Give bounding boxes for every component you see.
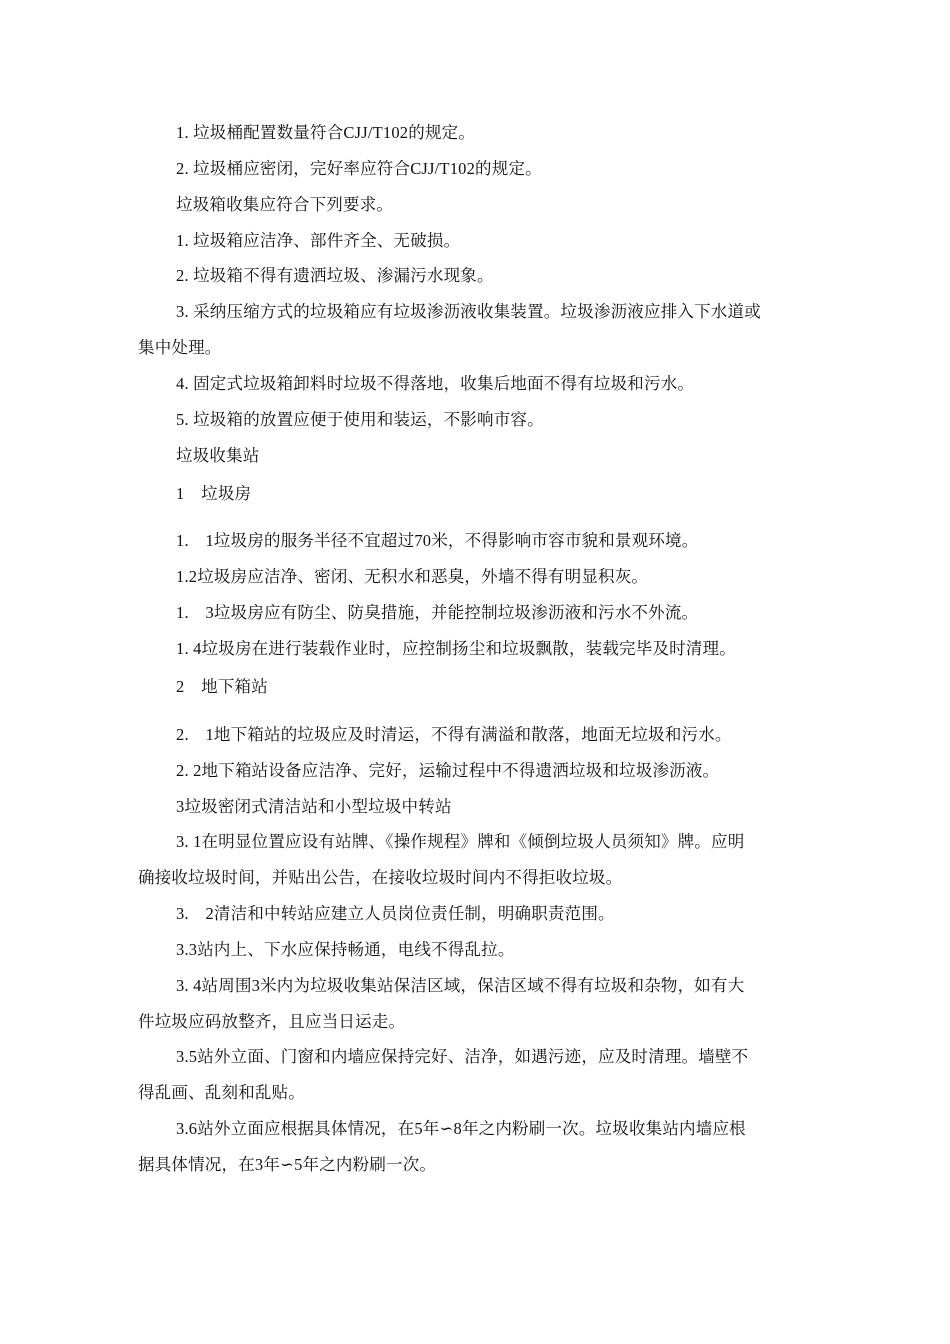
text-line: 集中处理。: [138, 338, 222, 357]
text-line: 2. 垃圾桶应密闭，完好率应符合CJJ/T102的规定。: [176, 159, 542, 178]
text-line: 确接收垃圾时间，并贴出公告，在接收垃圾时间内不得拒收垃圾。: [138, 868, 623, 887]
text-line: 5. 垃圾箱的放置应便于使用和装运，不影响市容。: [176, 410, 544, 429]
text-line: 垃圾箱收集应符合下列要求。: [176, 195, 394, 214]
text-line: 3.5站外立面、门窗和内墙应保持完好、洁净，如遇污迹，应及时清理。墙壁不: [176, 1047, 749, 1066]
text-line: 3.3站内上、下水应保持畅通，电线不得乱拉。: [176, 940, 515, 959]
text-line: 得乱画、乱刻和乱贴。: [138, 1083, 305, 1102]
subsection-heading: 1 垃圾房: [176, 484, 252, 503]
text-line: 1. 垃圾桶配置数量符合CJJ/T102的规定。: [176, 123, 476, 142]
text-line: 3. 1在明显位置应设有站牌、《操作规程》牌和《倾倒垃圾人员须知》牌。应明: [176, 832, 745, 851]
text-line: 1. 垃圾箱应洁净、部件齐全、无破损。: [176, 231, 461, 250]
text-line: 1. 3垃圾房应有防尘、防臭措施，并能控制垃圾渗沥液和污水不外流。: [176, 603, 699, 622]
text-line: 1. 4垃圾房在进行装载作业时，应控制扬尘和垃圾飘散，装载完毕及时清理。: [176, 639, 736, 658]
text-line: 1.2垃圾房应洁净、密闭、无积水和恶臭，外墙不得有明显积灰。: [176, 567, 649, 586]
text-line: 2. 2地下箱站设备应洁净、完好，运输过程中不得遗洒垃圾和垃圾渗沥液。: [176, 761, 720, 780]
text-line: 3. 4站周围3米内为垃圾收集站保洁区域，保洁区域不得有垃圾和杂物，如有大: [176, 976, 745, 995]
text-line: 2. 垃圾箱不得有遗洒垃圾、渗漏污水现象。: [176, 266, 494, 285]
text-line: 3. 采纳压缩方式的垃圾箱应有垃圾渗沥液收集装置。垃圾渗沥液应排入下水道或: [176, 302, 761, 321]
text-line: 4. 固定式垃圾箱卸料时垃圾不得落地，收集后地面不得有垃圾和污水。: [176, 374, 695, 393]
subsection-heading: 3垃圾密闭式清洁站和小型垃圾中转站: [176, 797, 452, 816]
text-line: 件垃圾应码放整齐，且应当日运走。: [138, 1012, 406, 1031]
text-line: 2. 1地下箱站的垃圾应及时清运，不得有满溢和散落，地面无垃圾和污水。: [176, 725, 732, 744]
text-line: 3.6站外立面应根据具体情况，在5年∽8年之内粉刷一次。垃圾收集站内墙应根: [176, 1119, 746, 1138]
subsection-heading: 2 地下箱站: [176, 677, 268, 696]
text-line: 据具体情况，在3年∽5年之内粉刷一次。: [138, 1155, 437, 1174]
text-line: 3. 2清洁和中转站应建立人员岗位责任制，明确职责范围。: [176, 904, 615, 923]
text-line: 1. 1垃圾房的服务半径不宜超过70米，不得影响市容市貌和景观环境。: [176, 531, 699, 550]
section-heading: 垃圾收集站: [176, 446, 260, 465]
